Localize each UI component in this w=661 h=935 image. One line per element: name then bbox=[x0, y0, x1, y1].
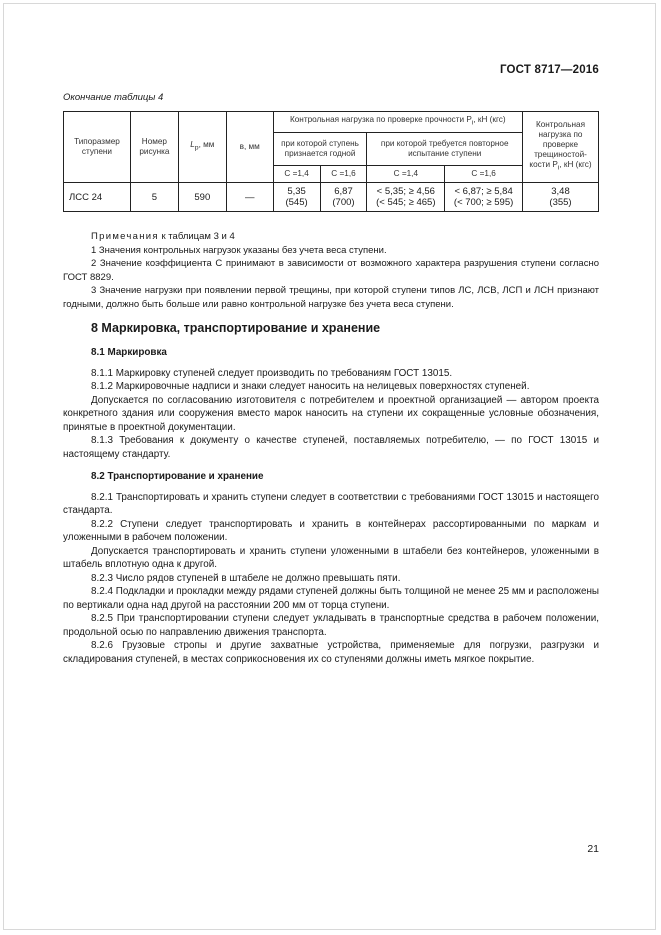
header-type: Типоразмер ступени bbox=[64, 112, 131, 183]
cell-c4: < 6,87; ≥ 5,84 (< 700; ≥ 595) bbox=[445, 183, 523, 212]
note-item: 2 Значение коэффициента C принимают в зависимости от возможного характера разрушения ступени согласно ГОСТ 8829. bbox=[63, 258, 599, 283]
paragraph: 8.2.6 Грузовые стропы и другие захватные устройства, применяемые для погрузки, разгрузки и складирования ступеней, в местах соприкосновения их со ступенями должны иметь мягкое покрытие. bbox=[63, 640, 599, 665]
paragraph: 8.1.1 Маркировку ступеней следует производить по требованиям ГОСТ 13015. bbox=[91, 367, 453, 379]
header-drawing: Номер рисунка bbox=[130, 112, 178, 183]
note-item: 1 Значения контрольных нагрузок указаны без учета веса ступени. bbox=[91, 244, 387, 256]
table-row bbox=[64, 183, 599, 212]
paragraph: 8.2.4 Подкладки и прокладки между рядами ступеней должны быть толщиной не менее 25 мм и расположены по вертикали одна над другой на расстоянии 200 мм от торца ступени. bbox=[63, 586, 599, 611]
cell-c2: 6,87 (700) bbox=[320, 183, 367, 212]
header-c3: C =1,4 bbox=[367, 166, 445, 183]
paragraph: Допускается транспортировать и хранить ступени уложенными в штабели без контейнеров, уложенными в штабель вплотную одна к другой. bbox=[63, 545, 599, 570]
note-item: 3 Значение нагрузки при появлении первой трещины, при которой ступени типов ЛС, ЛСВ, ЛСП и ЛСН признают годными, должно быть больше или равно контрольной нагрузке без учета веса ступени. bbox=[63, 285, 599, 310]
header-group-retest: при которой требуется повторное испытание ступени bbox=[367, 133, 523, 166]
section-8 bbox=[63, 320, 599, 666]
table-caption: Окончание таблицы 4 bbox=[63, 92, 164, 103]
paragraph: 8.1.2 Маркировочные надписи и знаки следует наносить на нелицевых поверхностях ступеней. bbox=[91, 381, 530, 392]
subsection-title-8-1: 8.1 Маркировка bbox=[91, 347, 167, 358]
header-v: в, мм bbox=[226, 112, 273, 183]
paragraph: 8.1.3 Требования к документу о качестве ступеней, поставляемых потребителю, — по ГОСТ 13015 и настоящему стандарту. bbox=[63, 435, 599, 460]
section-title: 8 Маркировка, транспортирование и хранение bbox=[91, 321, 381, 335]
paragraph: 8.2.2 Ступени следует транспортировать и хранить в контейнерах рассортированными по маркам и уложенными в рабочем положении. bbox=[63, 518, 599, 543]
cell-lp: 590 bbox=[178, 183, 226, 212]
paragraph: 8.2.5 При транспортировании ступени следует укладывать в транспортные средства в рабочем положении, продольной осью по направлению движения транспорта. bbox=[63, 613, 599, 638]
cell-c3: < 5,35; ≥ 4,56 (< 545; ≥ 465) bbox=[367, 183, 445, 212]
table-notes bbox=[63, 230, 599, 311]
header-c1: C =1,4 bbox=[273, 166, 320, 183]
cell-crack: 3,48 (355) bbox=[523, 183, 599, 212]
paragraph: 8.2.3 Число рядов ступеней в штабеле не должно превышать пяти. bbox=[91, 572, 401, 584]
header-control-load: Контрольная нагрузка по проверке прочности $P_i$, кН (кгс) bbox=[273, 112, 522, 133]
header-crack-load: Контрольная нагрузка по проверке трещиностой-кости $P_i$, кН (кгс) bbox=[523, 112, 599, 183]
cell-drawing: 5 bbox=[130, 183, 178, 212]
paragraph: Допускается по согласованию изготовителя с потребителем и проектной организацией — автором проекта конкретного здания или сооружения вместо марок наносить на ступени их сокращенные условные обозначения, принятые в проектной документации. bbox=[63, 394, 599, 433]
cell-c1: 5,35 (545) bbox=[273, 183, 320, 212]
load-table bbox=[63, 111, 599, 212]
header-c4: C =1,6 bbox=[445, 166, 523, 183]
subsection-title-8-2: 8.2 Транспортирование и хранение bbox=[91, 471, 264, 482]
page-number: 21 bbox=[587, 843, 599, 855]
paragraph: 8.2.1 Транспортировать и хранить ступени следует в соответствии с требованиями ГОСТ 13015 и настоящего стандарта. bbox=[63, 491, 599, 516]
header-group-accepted: при которой ступень признается годной bbox=[273, 133, 367, 166]
header-lp: $L_p$, мм bbox=[178, 112, 226, 183]
cell-type: ЛСС 24 bbox=[64, 183, 131, 212]
notes-title: Примечания к таблицам 3 и 4 bbox=[91, 231, 235, 242]
standard-header: ГОСТ 8717—2016 bbox=[499, 64, 599, 76]
cell-v: — bbox=[226, 183, 273, 212]
header-c2: C =1,6 bbox=[320, 166, 367, 183]
